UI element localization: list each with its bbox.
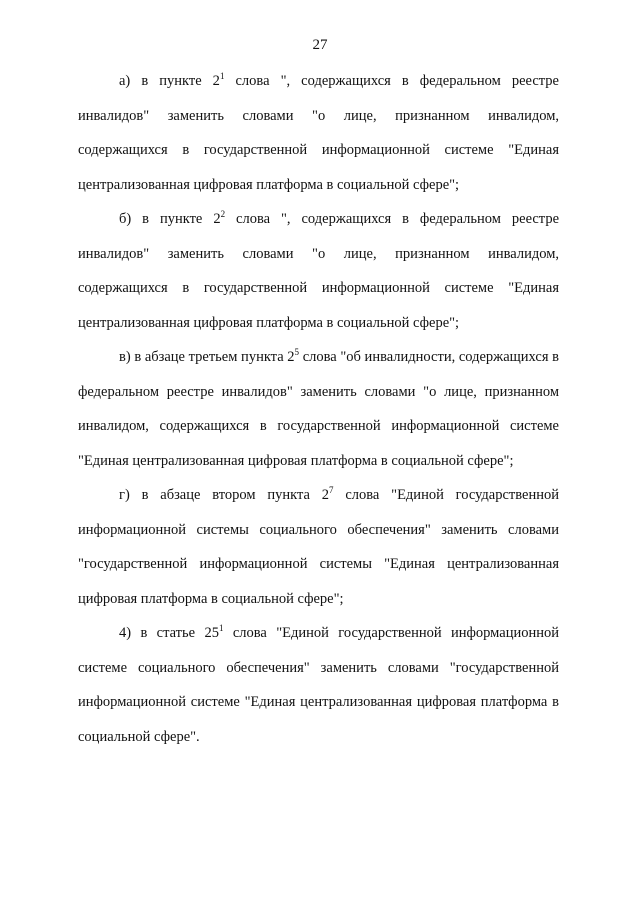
paragraph-b-lead: б) в пункте 2 [119, 211, 221, 227]
paragraph-v-superscript: 5 [294, 347, 300, 357]
paragraph-b-superscript: 2 [220, 209, 226, 219]
paragraph-a [78, 64, 559, 202]
paragraph-b-text: слова ", содержащихся в федеральном реестре инвалидов" заменить словами "о лице, признанном инвалидом, содержащихся в государственной информационной системе "Единая централизованная цифровая платформа в социальной сфере"; [78, 211, 560, 331]
paragraph-g-text: слова "Единой государственной информационной системы социального обеспечения" заменить словами "государственной информационной системы "Единая централизованная цифровая платформа в социальной сфере"; [78, 487, 559, 607]
paragraph-b [78, 202, 559, 340]
paragraph-v [78, 340, 559, 478]
paragraph-g [78, 478, 559, 616]
paragraph-v-text: слова "об инвалидности, содержащихся в федеральном реестре инвалидов" заменить словами "о лице, признанном инвалидом, содержащихся в государственной информационной системе "Единая централизованная цифровая платформа в социальной сфере"; [78, 349, 559, 469]
paragraph-4-superscript: 1 [218, 623, 224, 633]
document-body [78, 64, 559, 754]
paragraph-a-superscript: 1 [219, 71, 225, 81]
paragraph-4-lead: 4) в статье 25 [119, 625, 219, 641]
page-number: 27 [312, 37, 328, 53]
paragraph-a-lead: а) в пункте 2 [119, 73, 220, 89]
paragraph-v-lead: в) в абзаце третьем пункта 2 [119, 349, 295, 365]
paragraph-g-lead: г) в абзаце втором пункта 2 [119, 487, 329, 503]
paragraph-g-superscript: 7 [329, 485, 334, 495]
paragraph-4 [78, 616, 559, 754]
paragraph-4-text: слова "Единой государственной информационной системе социального обеспечения" заменить словами "государственной информационной системе "Единая централизованная цифровая платформа в социальной сфере". [78, 625, 559, 745]
paragraph-a-text: слова ", содержащихся в федеральном реестре инвалидов" заменить словами "о лице, признанном инвалидом, содержащихся в государственной информационной системе "Единая централизованная цифровая платформа в социальной сфере"; [78, 73, 559, 193]
